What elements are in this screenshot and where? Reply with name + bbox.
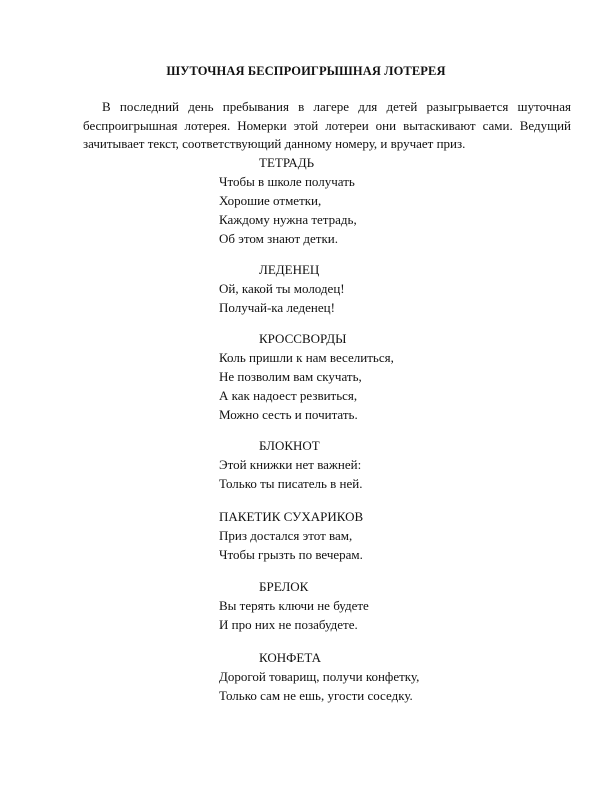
verse-line: Получай-ка леденец! [219, 300, 335, 315]
verse-line: Чтобы грызть по вечерам. [219, 547, 363, 562]
prize-section-crosswords [219, 329, 394, 424]
prize-section-notepad [219, 436, 363, 493]
prize-heading: ПАКЕТИК СУХАРИКОВ [219, 509, 364, 524]
prize-heading: ТЕТРАДЬ [259, 155, 315, 170]
prize-section-crackers [219, 507, 363, 564]
prize-heading: БРЕЛОК [259, 579, 309, 594]
prize-section-lollipop [219, 260, 345, 317]
intro-paragraph: В последний день пребывания в лагере для детей разыгрывается шуточная беспроигрышная лотерея. Номерки этой лотереи они вытаскивают сами. Ведущий зачитывает текст, соответствующий данному номеру, и вручает приз. [83, 99, 571, 151]
document-title: ШУТОЧНАЯ БЕСПРОИГРЫШНАЯ ЛОТЕРЕЯ [166, 64, 446, 78]
verse-line: Коль пришли к нам веселиться, [219, 350, 394, 365]
verse-line: А как надоест резвиться, [219, 388, 358, 403]
verse-line: Только сам не ешь, угости соседку. [219, 688, 413, 703]
verse-line: Этой книжки нет важней: [219, 457, 362, 472]
verse-line: Приз достался этот вам, [219, 528, 353, 543]
prize-heading: БЛОКНОТ [259, 438, 320, 453]
prize-section-candy [219, 648, 419, 705]
verse-line: Можно сесть и почитать. [219, 407, 358, 422]
verse-line: Об этом знают детки. [219, 231, 338, 246]
verse-line: Дорогой товарищ, получи конфетку, [219, 669, 420, 684]
verse-line: Чтобы в школе получать [219, 174, 355, 189]
verse-line: Каждому нужна тетрадь, [219, 212, 357, 227]
verse-line: Вы терять ключи не будете [219, 598, 369, 613]
verse-line: Хорошие отметки, [219, 193, 322, 208]
prize-heading: ЛЕДЕНЕЦ [259, 262, 320, 277]
verse-line: Не позволим вам скучать, [219, 369, 362, 384]
verse-line: Ой, какой ты молодец! [219, 281, 345, 296]
prize-section-keychain [219, 577, 369, 634]
verse-line: И про них не позабудете. [219, 617, 358, 632]
verse-line: Только ты писатель в ней. [219, 476, 363, 491]
prize-heading: КОНФЕТА [259, 650, 322, 665]
prize-heading: КРОССВОРДЫ [259, 331, 347, 346]
intro-paragraph-block [83, 98, 571, 154]
prize-section-notebook [219, 153, 357, 248]
